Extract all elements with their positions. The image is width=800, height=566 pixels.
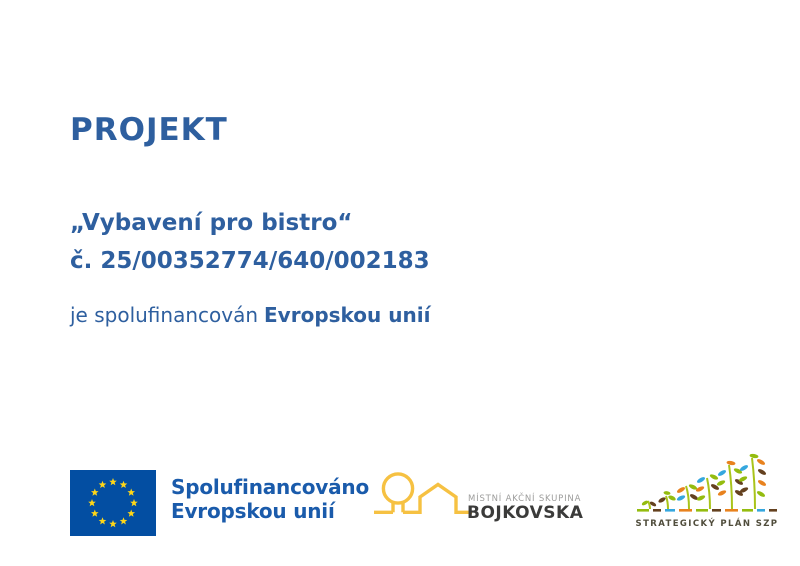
ground-dashes — [637, 509, 777, 512]
szp-label: STRATEGICKÝ PLÁN SZP — [635, 519, 779, 529]
funding-prefix: je spolufinancován — [70, 303, 259, 327]
leaves — [641, 453, 767, 507]
eu-logo-text — [171, 470, 369, 540]
tree-house-icon — [373, 468, 477, 526]
szp-logo — [634, 452, 780, 532]
bojkovska-subtitle: MÍSTNÍ AKČNÍ SKUPINA — [468, 494, 582, 504]
funding-highlight: Evropskou unií — [264, 303, 431, 327]
bojkovska-logo — [373, 468, 584, 528]
bojkovska-name: BOJKOVSKA — [467, 503, 584, 523]
eu-logo-line2: Evropskou unií — [171, 499, 335, 523]
project-number: č. 25/00352774/640/002183 — [70, 248, 430, 274]
funding-statement — [70, 304, 430, 326]
project-name: „Vybavení pro bistro“ — [70, 210, 353, 236]
eu-logo-line1: Spolufinancováno — [171, 475, 369, 499]
growing-plants-icon — [634, 452, 780, 514]
page-title: PROJEKT — [70, 111, 228, 148]
eu-cofunded-logo — [70, 470, 369, 540]
eu-flag-icon — [70, 470, 156, 536]
